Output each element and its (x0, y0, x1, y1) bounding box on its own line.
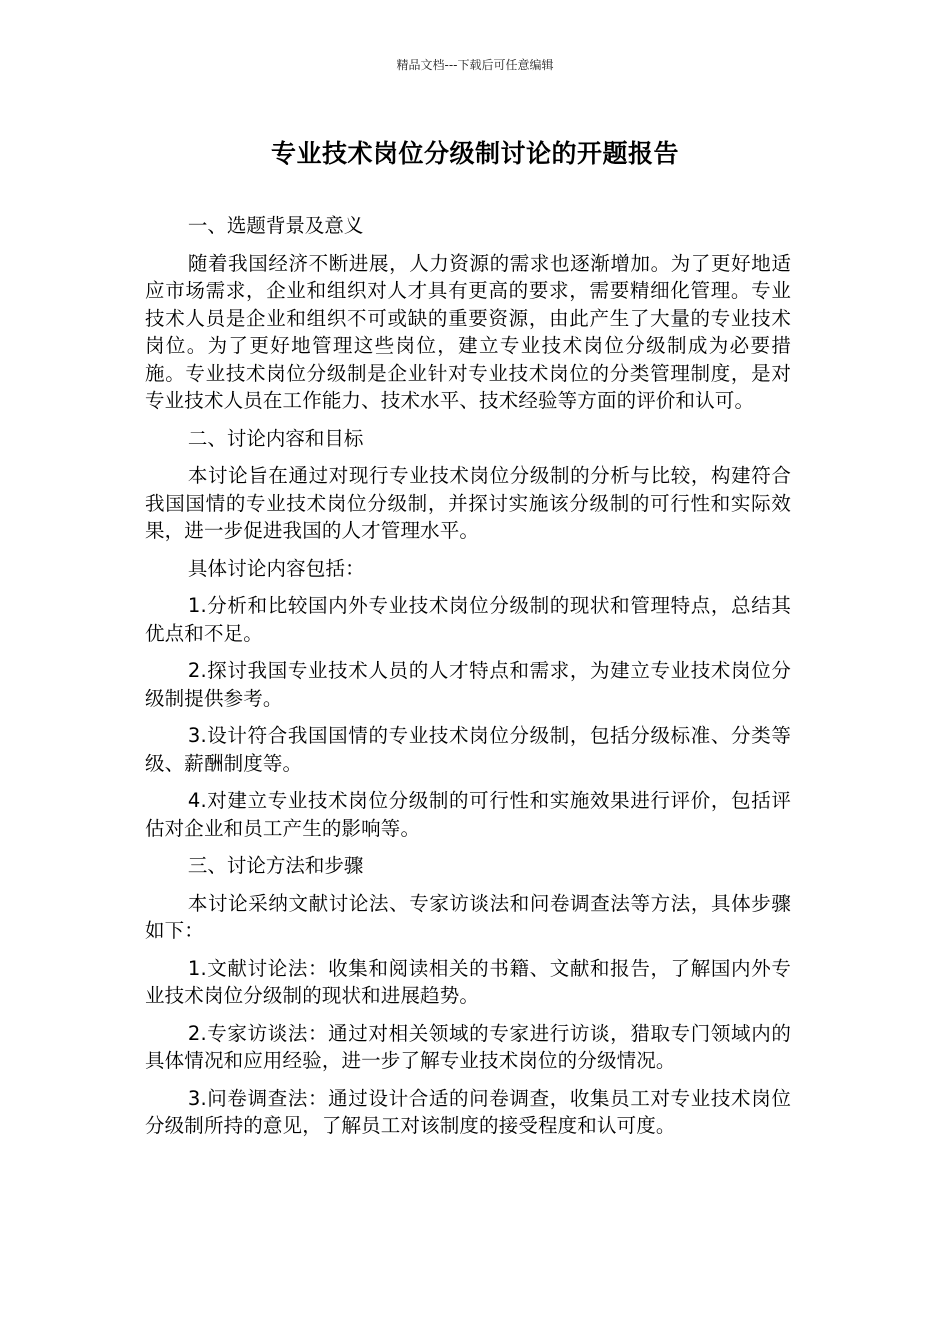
paragraph: 本讨论旨在通过对现行专业技术岗位分级制的分析与比较，构建符合我国国情的专业技术岗位分级制，并探讨实施该分级制的可行性和实际效果，进一步促进我国的人才管理水平。 (145, 464, 791, 542)
list-item: 4.对建立专业技术岗位分级制的可行性和实施效果进行评价，包括评估对企业和员工产生的影响等。 (145, 789, 791, 840)
list-item: 3.设计符合我国国情的专业技术岗位分级制，包括分级标准、分类等级、薪酬制度等。 (145, 724, 791, 775)
section-heading: 三、讨论方法和步骤 (187, 854, 364, 877)
page-title: 专业技术岗位分级制讨论的开题报告 (270, 139, 679, 168)
document-body (145, 212, 791, 1150)
section-heading: 一、选题背景及意义 (187, 214, 364, 237)
header-note: 精品文档---下载后可任意编辑 (396, 58, 554, 72)
paragraph: 具体讨论内容包括： (187, 556, 365, 580)
list-item: 1.分析和比较国内外专业技术岗位分级制的现状和管理特点，总结其优点和不足。 (145, 594, 791, 645)
list-item: 3.问卷调查法：通过设计合适的问卷调查，收集员工对专业技术岗位分级制所持的意见，了解员工对该制度的接受程度和认可度。 (145, 1086, 791, 1137)
section-heading: 二、讨论内容和目标 (187, 426, 364, 450)
paragraph: 随着我国经济不断进展，人力资源的需求也逐渐增加。为了更好地适应市场需求，企业和组织对人才具有更高的要求，需要精细化管理。专业技术人员是企业和组织不可或缺的重要资源，由此产生了大量的专业技术岗位。为了更好地管理这些岗位，建立专业技术岗位分级制成为必要措施。专业技术岗位分级制是企业针对专业技术岗位的分类管理制度，是对专业技术人员在工作能力、技术水平、技术经验等方面的评价和认可。 (145, 251, 791, 412)
paragraph: 本讨论采纳文献讨论法、专家访谈法和问卷调查法等方法，具体步骤如下： (145, 891, 791, 942)
list-item: 2.探讨我国专业技术人员的人才特点和需求，为建立专业技术岗位分级制提供参考。 (145, 659, 791, 710)
list-item: 2.专家访谈法：通过对相关领域的专家进行访谈，猎取专门领域内的具体情况和应用经验，进一步了解专业技术岗位的分级情况。 (145, 1021, 791, 1072)
list-item: 1.文献讨论法：收集和阅读相关的书籍、文献和报告，了解国内外专业技术岗位分级制的现状和进展趋势。 (145, 956, 791, 1007)
